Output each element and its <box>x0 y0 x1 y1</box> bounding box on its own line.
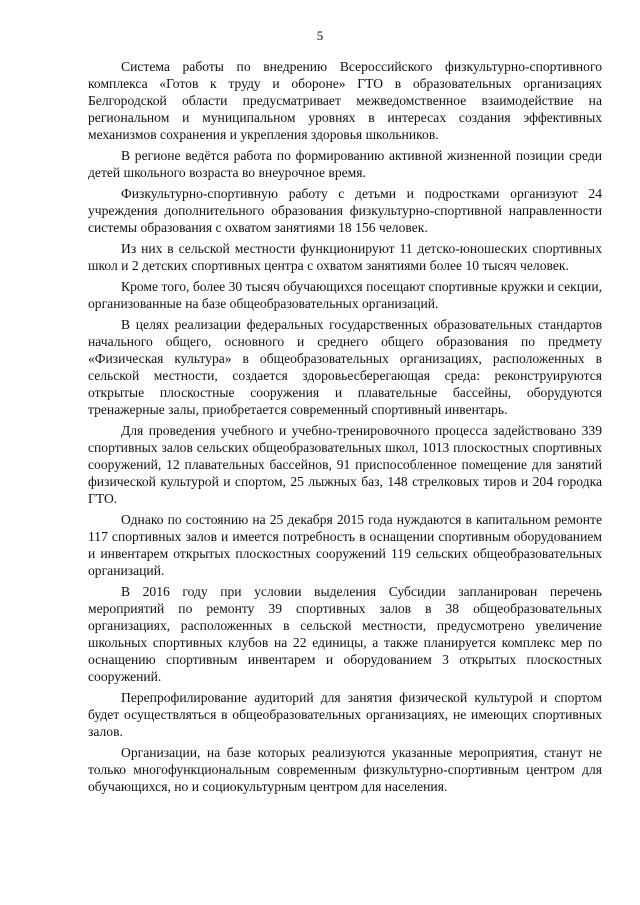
paragraph: Кроме того, более 30 тысяч обучающихся посещают спортивные кружки и секции, организованные на базе общеобразовательных организаций. <box>88 279 602 311</box>
page-number: 5 <box>316 28 324 43</box>
document-body <box>88 58 602 799</box>
paragraph: Система работы по внедрению Всероссийского физкультурно-спортивного комплекса «Готов к труду и обороне» ГТО в образовательных организациях Белгородской области предусматривает межведомственное взаимодействие на региональном и муниципальном уровнях в интересах создания эффективных механизмов сохранения и укрепления здоровья школьников. <box>88 59 602 142</box>
paragraph: В регионе ведётся работа по формированию активной жизненной позиции среди детей школьного возраста во внеурочное время. <box>88 148 602 180</box>
paragraph: В 2016 году при условии выделения Субсидии запланирован перечень мероприятий по ремонту 39 спортивных залов в 38 общеобразовательных организациях, расположенных в сельской местности, предусмотрено увеличение школьных спортивных клубов на 22 единицы, а также планируется комплекс мер по оснащению спортивным инвентарем и оборудованием 3 открытых плоскостных сооружений. <box>88 584 602 684</box>
paragraph: Из них в сельской местности функционируют 11 детско-юношеских спортивных школ и 2 детских спортивных центра с охватом занятиями более 10 тысяч человек. <box>88 241 602 273</box>
paragraph: В целях реализации федеральных государственных образовательных стандартов начального общего, основного и среднего общего образования по предмету «Физическая культура» в общеобразовательных организациях, расположенных в сельской местности, создается здоровьесберегающая среда: реконструируются открытые плоскостные сооружения и плавательные бассейны, оборудуются тренажерные залы, приобретается современный спортивный инвентарь. <box>88 317 602 417</box>
paragraph: Однако по состоянию на 25 декабря 2015 года нуждаются в капитальном ремонте 117 спортивных залов и имеется потребность в оснащении спортивным оборудованием и инвентарем открытых плоскостных сооружений 119 сельских общеобразовательных организаций. <box>88 512 602 578</box>
paragraph: Физкультурно-спортивную работу с детьми и подростками организуют 24 учреждения дополнительного образования физкультурно-спортивной направленности системы образования с охватом занятиями 18 156 человек. <box>88 186 602 235</box>
paragraph: Для проведения учебного и учебно-тренировочного процесса задействовано 339 спортивных залов сельских общеобразовательных школ, 1013 плоскостных спортивных сооружений, 12 плавательных бассейнов, 91 приспособленное помещение для занятий физической культурой и спортом, 25 лыжных баз, 148 стрелковых тиров и 204 городка ГТО. <box>88 423 602 506</box>
paragraph: Перепрофилирование аудиторий для занятия физической культурой и спортом будет осуществляться в общеобразовательных организациях, не имеющих спортивных залов. <box>88 690 602 739</box>
paragraph: Организации, на базе которых реализуются указанные мероприятия, станут не только многофункциональным современным физкультурно-спортивным центром для обучающихся, но и социокультурным центром для населения. <box>88 745 602 794</box>
